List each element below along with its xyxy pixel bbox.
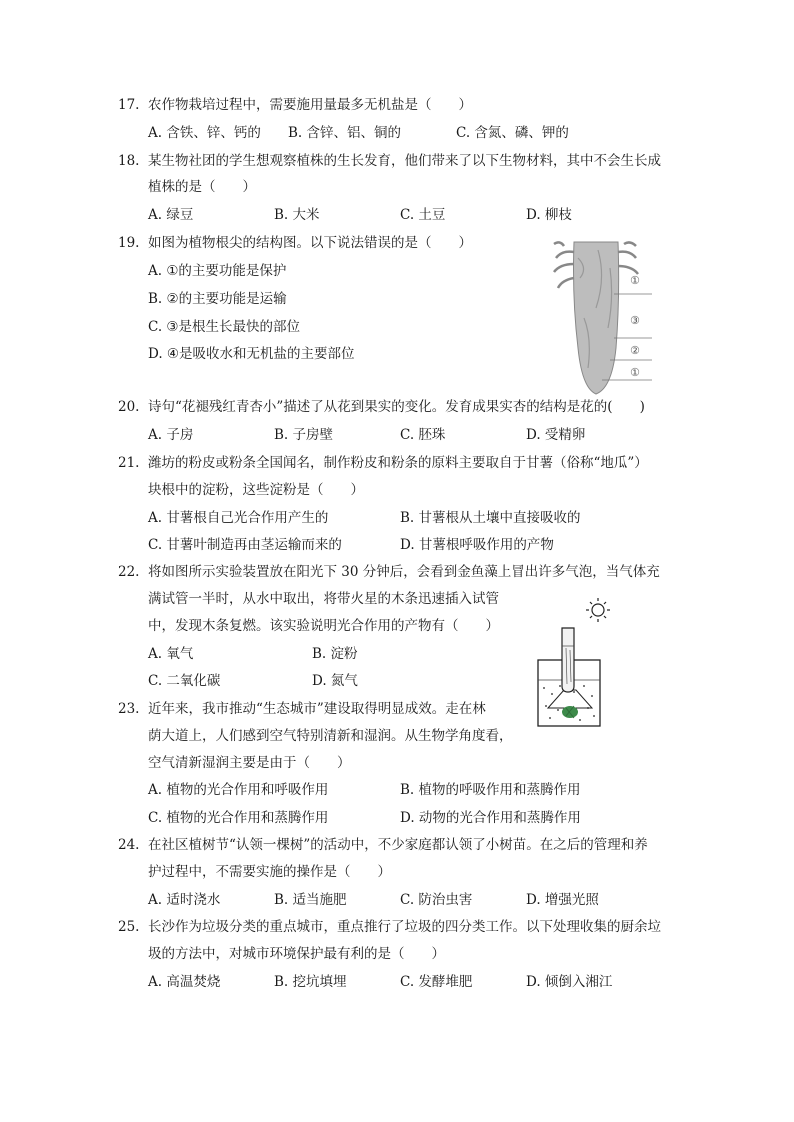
option-a: A. 甘薯根自己光合作用产生的 xyxy=(148,510,329,526)
photosynthesis-experiment-diagram xyxy=(530,596,616,732)
question-stem: 长沙作为垃圾分类的重点城市，重点推行了垃圾的四分类工作。以下处理收集的厨余垃 xyxy=(148,919,661,935)
question-stem: 中，发现木条复燃。该实验说明光合作用的产物有（ ） xyxy=(148,618,499,634)
root-label-1b: ① xyxy=(630,366,640,379)
root-label-1: ① xyxy=(630,274,640,287)
question-number: 22. xyxy=(118,564,140,580)
option-a: A. 子房 xyxy=(148,427,194,443)
option-c: C. 二氧化碳 xyxy=(148,673,221,689)
option-d: D. 倾倒入湘江 xyxy=(526,974,613,990)
option-c: C. 发酵堆肥 xyxy=(400,974,473,990)
option-c: C. 植物的光合作用和蒸腾作用 xyxy=(148,810,329,826)
question-stem: 在社区植树节“认领一棵树”的活动中，不少家庭都认领了小树苗。在之后的管理和养 xyxy=(148,837,648,853)
question-number: 21. xyxy=(118,455,140,471)
funnel xyxy=(548,690,592,708)
option-d: D. 甘薯根呼吸作用的产物 xyxy=(400,537,554,553)
option-b: B. 挖坑填埋 xyxy=(274,974,347,990)
question-stem: 潍坊的粉皮或粉条全国闻名，制作粉皮和粉条的原料主要取自于甘薯（俗称“地瓜”） xyxy=(148,455,648,471)
question-number: 20. xyxy=(118,399,140,415)
question-stem: 植株的是（ ） xyxy=(148,179,256,195)
option-c: C. ③是根生长最快的部位 xyxy=(148,319,301,335)
question-number: 17. xyxy=(118,97,140,113)
question-number: 19. xyxy=(118,235,140,251)
question-stem: 近年来，我市推动“生态城市”建设取得明显成效。走在林 xyxy=(148,701,486,717)
option-c: C. 含氮、磷、钾的 xyxy=(456,125,569,141)
root-label-3: ③ xyxy=(630,314,640,327)
option-d: D. 增强光照 xyxy=(526,892,599,908)
sun-icon xyxy=(586,598,610,622)
question-stem: 护过程中，不需要实施的操作是（ ） xyxy=(148,864,391,880)
option-a: A. 绿豆 xyxy=(148,207,194,223)
question-stem: 如图为植物根尖的结构图。以下说法错误的是（ ） xyxy=(148,235,472,251)
option-c: C. 防治虫害 xyxy=(400,892,473,908)
option-a: A. 氧气 xyxy=(148,646,194,662)
option-a: A. ①的主要功能是保护 xyxy=(148,263,287,279)
question-stem: 农作物栽培过程中，需要施用量最多无机盐是（ ） xyxy=(148,97,472,113)
option-b: B. 适当施肥 xyxy=(274,892,347,908)
option-d: D. ④是吸收水和无机盐的主要部位 xyxy=(148,346,355,362)
question-stem: 某生物社团的学生想观察植株的生长发育，他们带来了以下生物材料，其中不会生长成 xyxy=(148,153,661,169)
option-c: C. 土豆 xyxy=(400,207,446,223)
question-number: 23. xyxy=(118,701,140,717)
option-a: A. 植物的光合作用和呼吸作用 xyxy=(148,782,329,798)
option-b: B. 大米 xyxy=(274,207,320,223)
option-d: D. 受精卵 xyxy=(526,427,586,443)
option-b: B. 子房壁 xyxy=(274,427,334,443)
question-stem: 块根中的淀粉，这些淀粉是（ ） xyxy=(148,482,364,498)
question-stem: 将如图所示实验装置放在阳光下 30 分钟后，会看到金鱼藻上冒出许多气泡，当气体充 xyxy=(148,564,660,580)
option-c: C. 甘薯叶制造再由茎运输而来的 xyxy=(148,537,342,553)
option-a: A. 含铁、锌、钙的 xyxy=(148,125,261,141)
option-b: B. 植物的呼吸作用和蒸腾作用 xyxy=(400,782,581,798)
option-b: B. 含锌、铝、铜的 xyxy=(288,125,402,141)
root-label-2: ② xyxy=(630,344,640,357)
option-b: B. 甘薯根从土壤中直接吸收的 xyxy=(400,510,581,526)
option-b: B. ②的主要功能是运输 xyxy=(148,291,287,307)
question-stem: 空气清新湿润主要是由于（ ） xyxy=(148,755,351,771)
question-number: 25. xyxy=(118,919,140,935)
waterweed-plant xyxy=(562,706,578,718)
question-number: 18. xyxy=(118,153,140,169)
option-d: D. 动物的光合作用和蒸腾作用 xyxy=(400,810,581,826)
option-c: C. 胚珠 xyxy=(400,427,446,443)
question-stem: 圾的方法中，对城市环境保护最有利的是（ ） xyxy=(148,946,445,962)
option-b: B. 淀粉 xyxy=(312,646,358,662)
root-tip-diagram xyxy=(548,238,658,398)
option-a: A. 适时浇水 xyxy=(148,892,221,908)
question-number: 24. xyxy=(118,837,140,853)
option-d: D. 柳枝 xyxy=(526,207,572,223)
question-stem: 荫大道上，人们感到空气特别清新和湿润。从生物学角度看， xyxy=(148,728,513,744)
question-stem: 诗句“花褪残红青杏小”描述了从花到果实的变化。发育成果实杏的结构是花的( ) xyxy=(148,399,645,415)
option-d: D. 氮气 xyxy=(312,673,358,689)
question-stem: 满试管一半时，从水中取出，将带火星的木条迅速插入试管 xyxy=(148,591,499,607)
option-a: A. 高温焚烧 xyxy=(148,974,221,990)
test-tube xyxy=(562,628,574,692)
